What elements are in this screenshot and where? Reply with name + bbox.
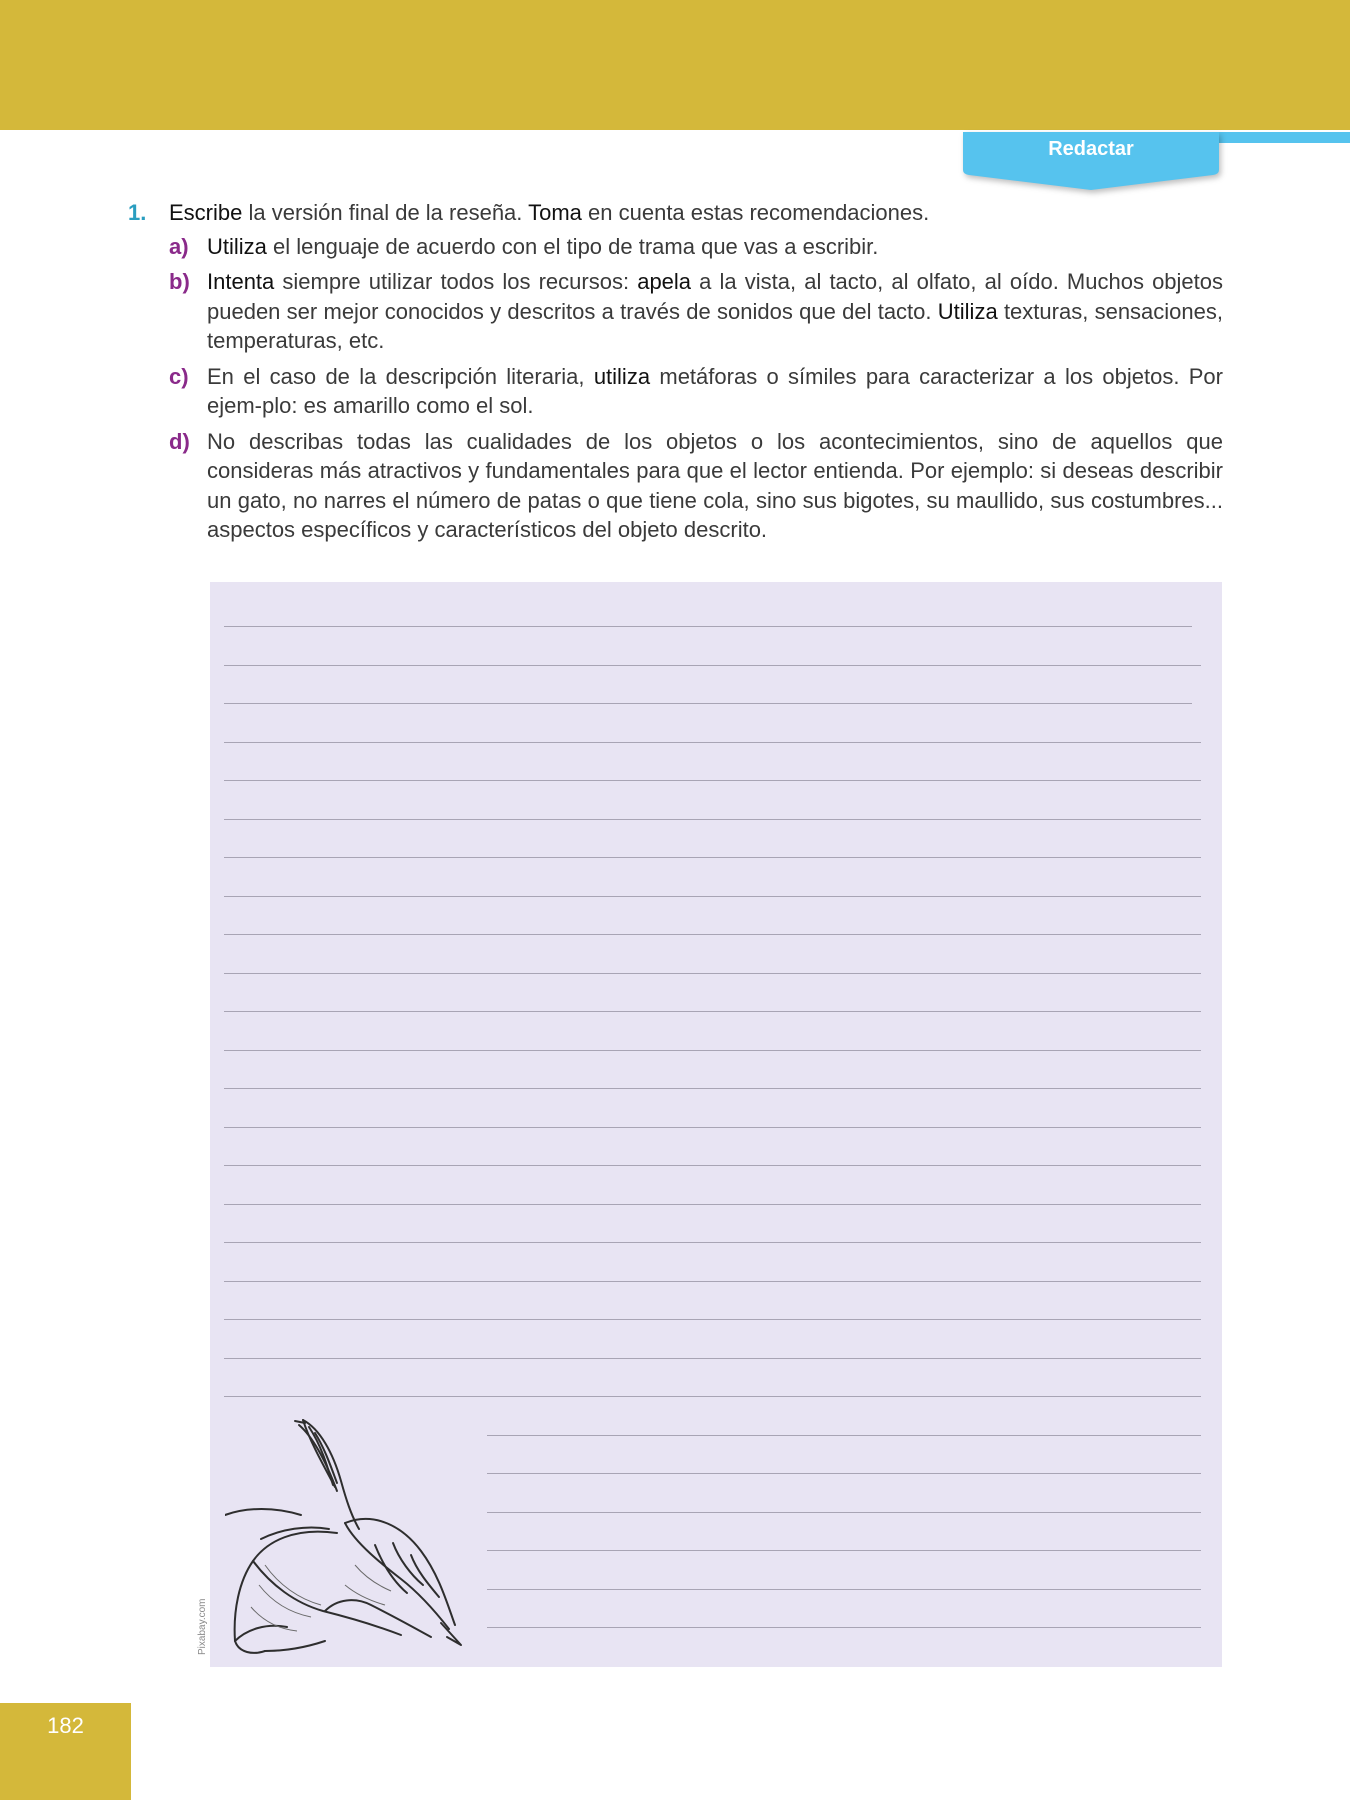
recommendation-text: a la vista, al tacto, al olfato, al oído. Muchos objetos pueden ser mejor conocidos y descritos a través de sonidos que del tacto. bbox=[207, 269, 1224, 324]
section-tab bbox=[963, 132, 1219, 190]
recommendation-item bbox=[128, 232, 1223, 262]
exercise-item bbox=[128, 198, 1223, 228]
writing-line[interactable] bbox=[487, 1627, 1201, 1628]
writing-line[interactable] bbox=[224, 1396, 1201, 1397]
recommendation-letter: b) bbox=[169, 269, 190, 294]
recommendation-text: texturas, sensaciones, temperaturas, etc. bbox=[207, 298, 1223, 353]
writing-line[interactable] bbox=[224, 1088, 1201, 1089]
recommendation-letter: a) bbox=[169, 233, 189, 259]
writing-line[interactable] bbox=[487, 1435, 1201, 1436]
recommendation-keyword: Utiliza bbox=[937, 298, 998, 324]
page-number-box bbox=[0, 1703, 131, 1800]
recommendation-item bbox=[128, 362, 1223, 421]
recommendation-text: En el caso de la descripción literaria, bbox=[207, 363, 594, 389]
image-credit: Pixabay.com bbox=[197, 1598, 208, 1655]
recommendation-keyword: Intenta bbox=[207, 269, 275, 294]
section-tab-label: Redactar bbox=[1048, 138, 1134, 160]
writing-line[interactable] bbox=[224, 1319, 1201, 1320]
writing-line[interactable] bbox=[224, 1165, 1201, 1166]
writing-line[interactable] bbox=[224, 665, 1201, 666]
page-number: 182 bbox=[47, 1713, 84, 1738]
header-band bbox=[0, 0, 1350, 130]
recommendation-text: siempre utilizar todos los recursos: bbox=[274, 269, 638, 294]
recommendation-text: el lenguaje de acuerdo con el tipo de trama que vas a escribir. bbox=[266, 233, 879, 259]
recommendation-keyword: utiliza bbox=[593, 363, 651, 389]
writing-line[interactable] bbox=[224, 896, 1201, 897]
writing-line[interactable] bbox=[224, 780, 1201, 781]
recommendation-list bbox=[128, 232, 1223, 545]
writing-line[interactable] bbox=[224, 934, 1201, 935]
recommendation-keyword: Utiliza bbox=[207, 233, 267, 259]
quill-hand-icon bbox=[225, 1415, 475, 1665]
recommendation-text: metáforas o símiles para caracterizar a los objetos. Por ejem-plo: es amarillo como el sol. bbox=[207, 363, 1223, 418]
exercise-number: 1. bbox=[128, 200, 147, 225]
writing-line[interactable] bbox=[487, 1473, 1201, 1474]
recommendation-letter: c) bbox=[169, 363, 189, 389]
writing-line[interactable] bbox=[224, 973, 1201, 974]
intro-text: en cuenta estas recomendaciones. bbox=[581, 200, 930, 225]
writing-line[interactable] bbox=[487, 1512, 1201, 1513]
writing-line[interactable] bbox=[224, 1011, 1201, 1012]
writing-line[interactable] bbox=[224, 1050, 1201, 1051]
writing-line[interactable] bbox=[224, 857, 1201, 858]
writing-line[interactable] bbox=[224, 626, 1192, 627]
intro-text: la versión final de la reseña. bbox=[242, 200, 529, 225]
recommendation-keyword: apela bbox=[637, 269, 692, 294]
recommendation-item bbox=[128, 427, 1223, 545]
recommendation-text: No describas todas las cualidades de los objetos o los acontecimientos, sino de aquellos que consideras más atractivos y fundamentales para que el lector entienda. Por ejemplo: si deseas describir un gato, no narres el número de patas o que tiene cola, sino sus bigotes, su maullido, sus costumbres... aspectos específicos y característicos del objeto descrito. bbox=[207, 428, 1223, 542]
writing-line[interactable] bbox=[224, 1358, 1201, 1359]
writing-line[interactable] bbox=[224, 1242, 1201, 1243]
exercise-instructions bbox=[128, 198, 1223, 551]
writing-line[interactable] bbox=[224, 819, 1201, 820]
writing-line[interactable] bbox=[224, 703, 1192, 704]
writing-line[interactable] bbox=[224, 1127, 1201, 1128]
writing-line[interactable] bbox=[487, 1550, 1201, 1551]
writing-line[interactable] bbox=[487, 1589, 1201, 1590]
recommendation-letter: d) bbox=[169, 428, 190, 454]
writing-line[interactable] bbox=[224, 1204, 1201, 1205]
writing-line[interactable] bbox=[224, 742, 1201, 743]
header-tab-strip bbox=[1210, 132, 1350, 143]
recommendation-item bbox=[128, 267, 1223, 356]
intro-keyword: Escribe bbox=[169, 200, 243, 225]
writing-line[interactable] bbox=[224, 1281, 1201, 1282]
exercise-intro bbox=[169, 198, 1223, 228]
intro-keyword: Toma bbox=[528, 200, 582, 225]
